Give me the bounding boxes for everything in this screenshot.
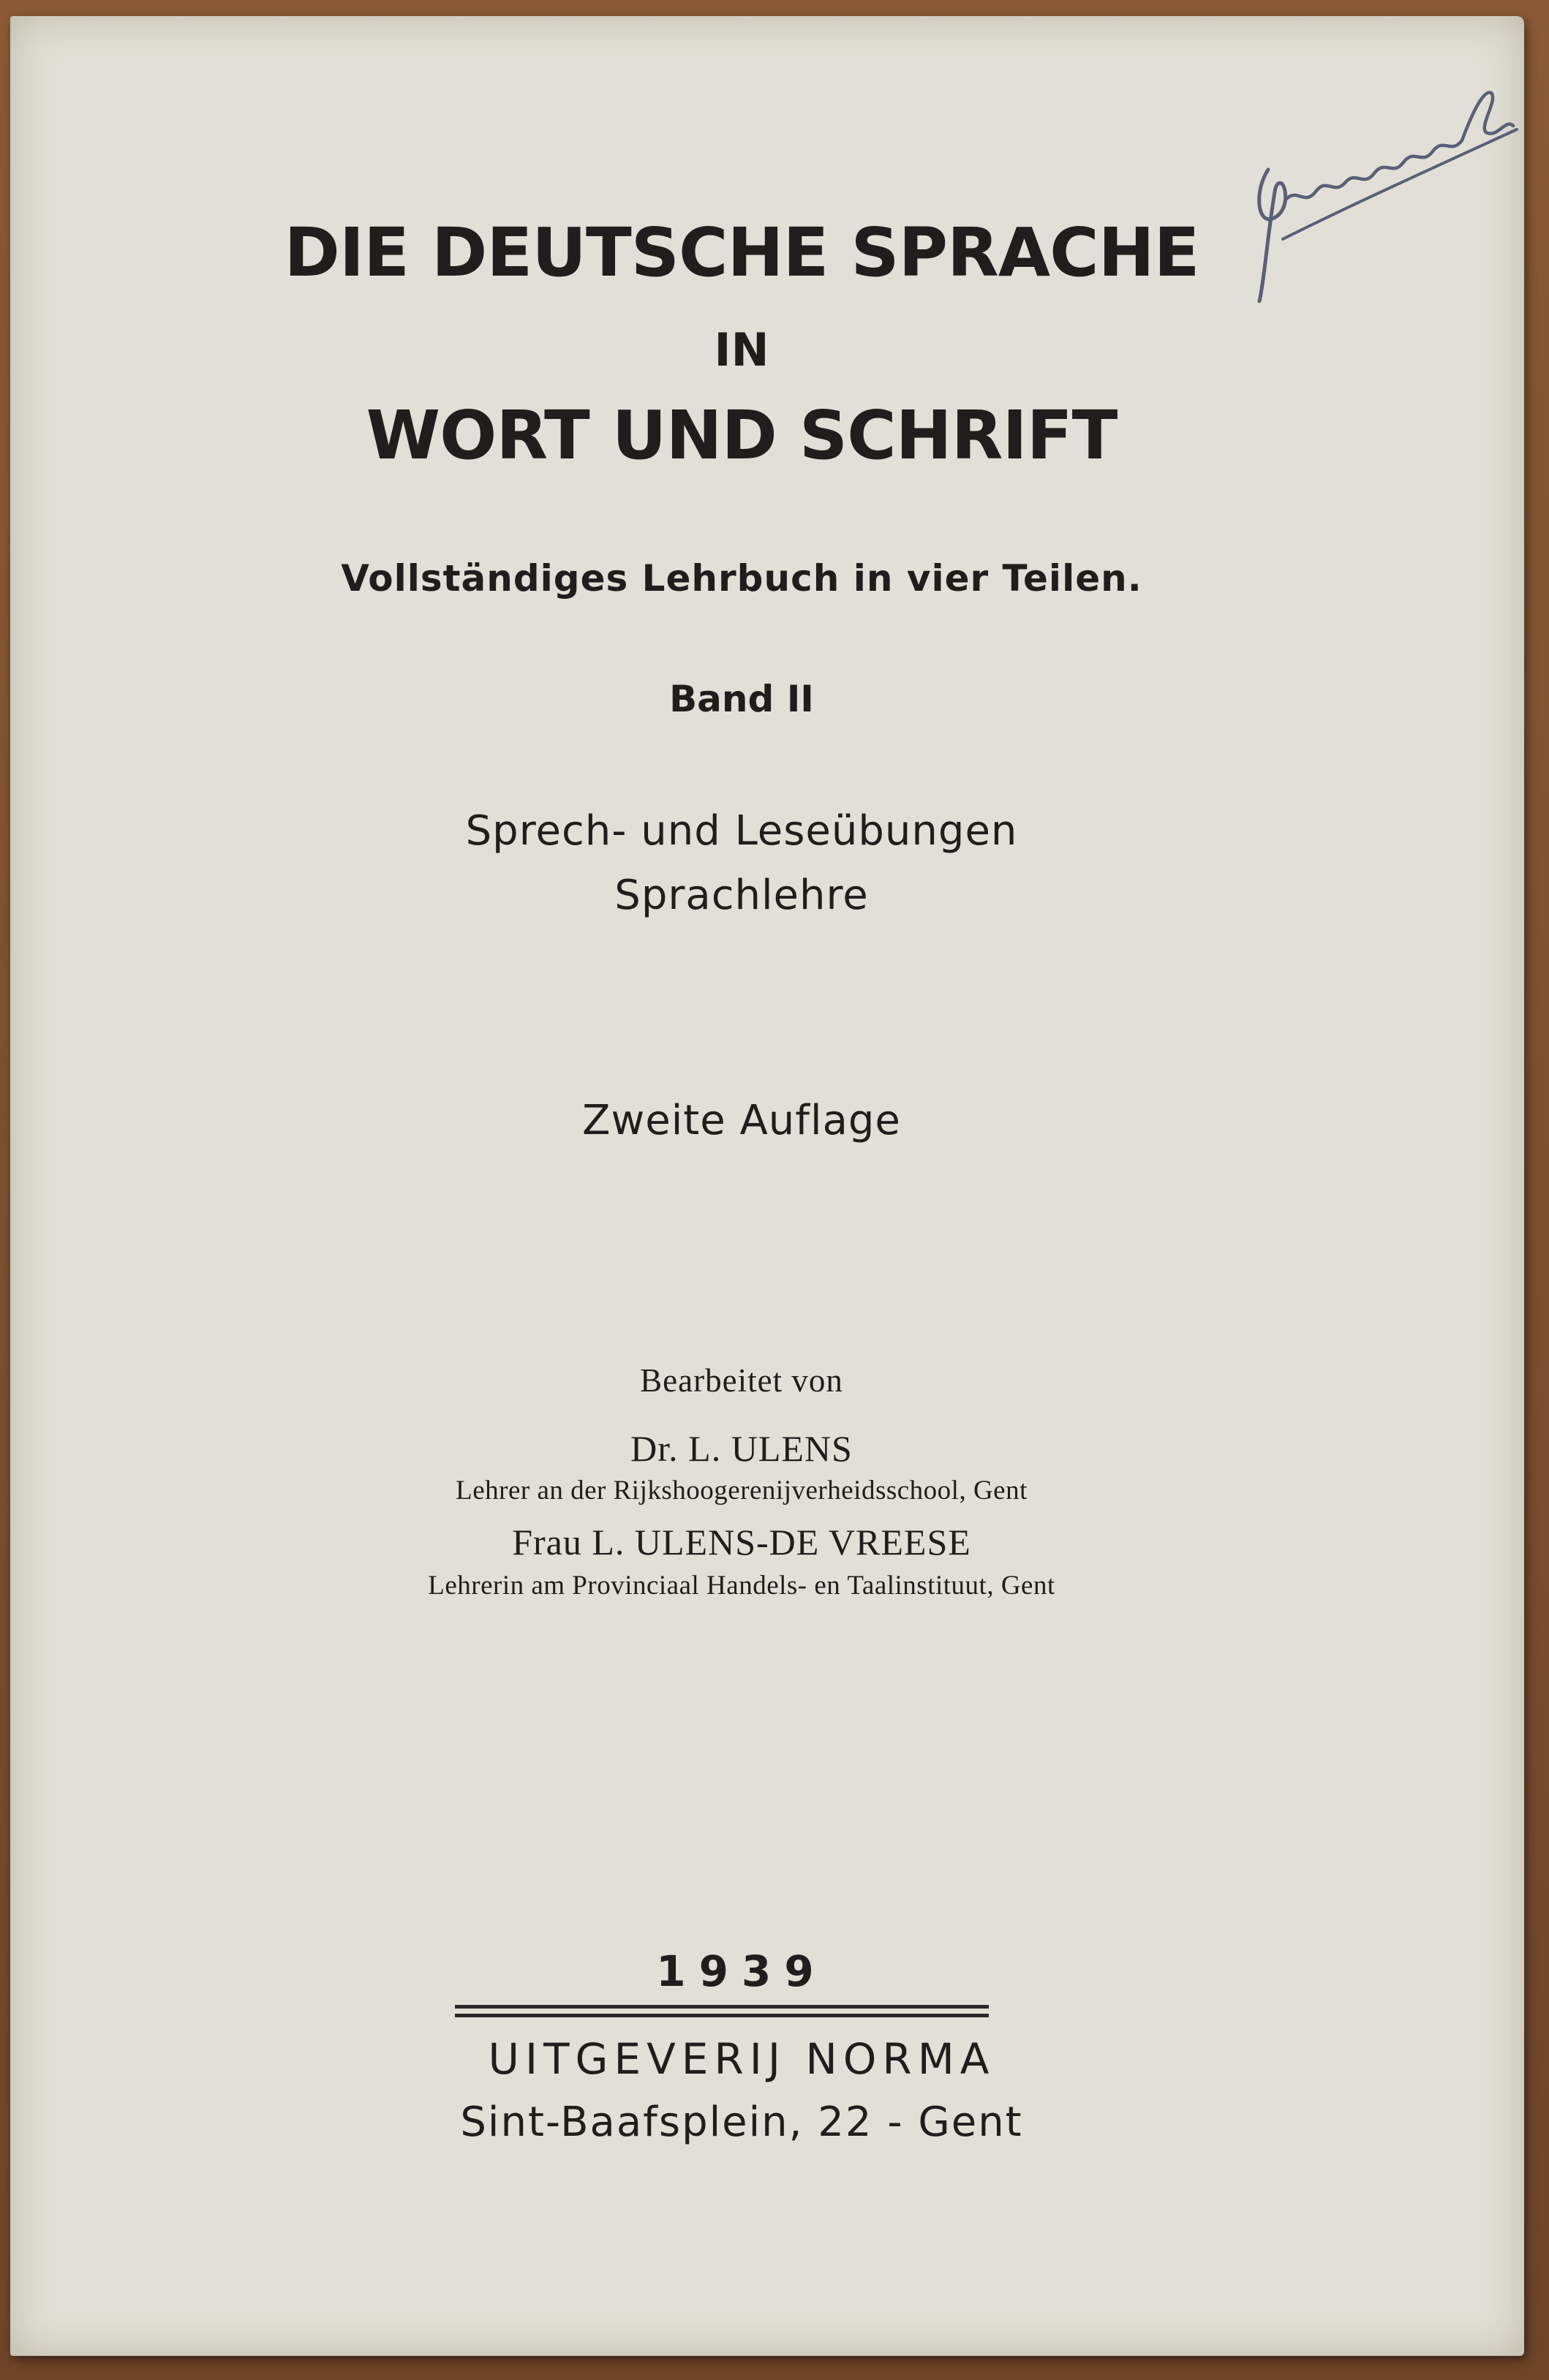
author-affiliation-1: Lehrer an der Rijkshoogerenijverheidsschool, Gent [456, 1476, 1028, 1506]
publisher-address: Sint-Baafsplein, 22 - Gent [460, 2098, 1023, 2146]
divider-rule-bottom [455, 2014, 989, 2017]
title-line-3: WORT UND SCHRIFT [366, 396, 1118, 475]
title-line-2: IN [714, 323, 769, 377]
author-name-1: Dr. L. ULENS [630, 1428, 853, 1469]
contents-line-1: Sprech- und Leseübungen [465, 807, 1018, 855]
divider-rule-top [455, 2005, 989, 2009]
edition: Zweite Auflage [582, 1097, 901, 1144]
publication-year: 1939 [656, 1946, 827, 1996]
title-line-1: DIE DEUTSCHE SPRACHE [284, 214, 1199, 292]
volume-label: Band II [669, 678, 814, 720]
author-affiliation-2: Lehrerin am Provinciaal Handels- en Taalinstituut, Gent [428, 1571, 1055, 1601]
contents-line-2: Sprachlehre [614, 872, 869, 919]
author-name-2: Frau L. ULENS-DE VREESE [512, 1522, 971, 1563]
edited-by-label: Bearbeitet von [640, 1362, 843, 1399]
publisher-name: UITGEVERIJ NORMA [488, 2034, 995, 2084]
subtitle: Vollständiges Lehrbuch in vier Teilen. [341, 557, 1142, 600]
title-page [10, 16, 1524, 2356]
